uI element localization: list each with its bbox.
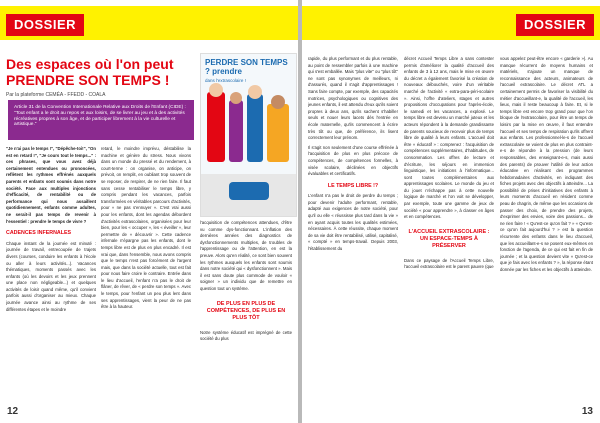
- callout-competences: DE PLUS EN PLUS DE COMPÉTENCES, DE PLUS EN PLUS TÔT: [206, 300, 286, 321]
- right-section-tab: DOSSIER: [516, 14, 594, 36]
- left-column-3: [200, 220, 292, 408]
- callout-extrascolaire: L'ACCUEIL EXTRASCOLAIRE : UN ESPACE-TEMPS À PRÉSERVER: [408, 228, 490, 249]
- cover-title: PERDRE SON TEMPS ? prendre: [205, 58, 288, 76]
- left-column-1: [6, 146, 96, 408]
- body-paragraph: Dans ce paysage de l'Accueil Temps Libre, l'accueil extrascolaire est le parent pauvre (que: [404, 257, 494, 270]
- body-paragraph: rapide, du plus performant et du plus rentable, au point de ressembler parfois à une machine qui s'est emballée. Mais "plus vite" ou "plus tôt" ne sont pas synonymes de meilleurs, ni d'assurés, quand il s'agit d'apprentissages ! Sans faire compte, par exemple, des capacités motrices, psychologiques ou cognitives des jeunes enfants, il est attendu d'eux qu'ils soient propres à deux ans, qu'ils sachent s'habiller seuls et nouer leurs lacets dès l'entrée en école maternelle, qu'ils commencent à écrire très tôt ou que, de préférence, ils lisent correctement leur prénom.: [308, 56, 398, 141]
- left-header: [0, 0, 298, 52]
- cide-article-box: Article 31 de la Convention Internationale Relative aux Droits de l'Enfant (CIDE) : "Tout enfant a le droit au repos et aux loisirs, de se livrer au jeu et à des activités récréatives propres à son âge, et de participer librement à la vie culturelle et artistique.": [8, 100, 194, 140]
- body-paragraph: Notre système éducatif est imprégné de cette société du plus: [200, 329, 292, 342]
- body-paragraph: vous appelez peut-être encore « garderie »). Au manque récurrent de moyens humains et matériels, s'ajoute un manque de reconnaissance des acteurs, animateurs de l'accueil extrascolaire. Le décret ATL a certainement permis de favoriser la visibilité du métier d'accueillant-e, la qualité de l'accueil, les lieux, mais il reste beaucoup à faire. Et, si le temps libre est encore trop grand pour que l'on bloque de l'extrascolaire, pour être un temps de loisirs par la mise en œuvre, il faut entendre l'accueil et ses temps de respiration qu'ils offrent aux enfants. Les professionnel-le-s de l'accueil extrascolaire se voient de plus en plus contraint-e-s de répondre à la pression (de leurs responsables, des enseignant-e-s, mais aussi des parents) de prouver l'utilité de leur action éducative en réalisant des programmes hebdomadaires d'activités, en indiquant des fiches projets avec des objectifs à atteindre... La possibilité de prises d'initiatives des enfants à leurs moments d'accueil en résident comme peau de chagrin, de même que les occasions de passer des choix, de prendre des projets, d'exprimer des envies, voire des passions... de ne rien faire ! « Qu'est-ce qu'on fait ? » « Qu'est-ce qu'on fait aujourd'hui ? » est la question récurrente des enfants dans le lieu d'accueil, que les accueillant-e-s se posent eux-mêmes en fonction de l'agenda, de ce qui est fait en fin de journée ; et la question devient vite « Qu'est-ce que je fais avec les enfants ? », la réponse étant donnée par les fiches et les objectifs à atteindre.: [500, 56, 593, 272]
- article-byline: Par la plateforme CEMÉA - FFEDD - COALA: [6, 92, 106, 98]
- right-column-3: [500, 56, 593, 408]
- left-column-2: [101, 146, 191, 408]
- body-paragraph: décret Accueil Temps Libre a sans contester permis d'améliorer la qualité d'accueil des enfants de 3 à 12 ans, mais le mise en œuvre du décret a également favorisé la création de nouveaux débouchés, voire d'un véritable marché de l'activité « extra-para-péri-scolaire ». Ainsi, l'offre d'ateliers, stages et autres propositions d'occupations pour l'après-école, le samedi et les vacances, a explosé. Le temps libre est devenu un marché juteux et les acteurs répondent à la demande grandissante de parents soucieux de recevoir plus de temps libre de qualité à leurs enfants. L'accueil doit être « éducatif » : comprenez : l'acquisition de compétences supplémentaires, d'habitudes, de consommation. Les offres de lecture et d'écriture, les séjours en immersion linguistique, les initiations à l'informatique... sont toutes complémentaires aux apprentissages scolaires. Le monde du jeu et du jouet n'échappe pas à cette nouvelle logique de marché et l'on voit se développer, par exemple, toute une gamme de jeux de société « pour apprendre », à classer en âges et en compétences.: [404, 56, 494, 220]
- left-page-number: 12: [7, 406, 19, 417]
- right-page-number: 13: [581, 406, 593, 417]
- left-page: [0, 0, 298, 423]
- body-paragraph: l'acquisition de compétences attendues, d'être vu comme dys-fonctionnant. L'inflation des dernières années des diagnostics de dysfonctionnements multiples, de troubles de l'apprentissage ou de l'attention, en est la preuve. Alors qu'en réalité, ce sont bien souvent les rythmes auxquels les enfants sont soumis dans notre société qui « dysfonctionnent ». Mais il est sans doute plus commode de vouloir « soigner » un individu que de remettre en question tout un système.: [200, 220, 292, 291]
- left-section-tab: DOSSIER: [6, 14, 84, 36]
- right-column-1: [308, 56, 398, 408]
- subheading-cadences: CADENCES INFERNALES: [6, 230, 72, 237]
- cover-subtitle: dans l'extrascolaire !: [205, 78, 246, 83]
- right-page: [302, 0, 600, 423]
- booklet-cover-image: [200, 53, 297, 217]
- body-paragraph: retard, le moindre imprévu, déstabilise la machine et génère du stress. Nous vivons dans un monde du pressé et du rendement, à court-terme : on organise, on anticipe, on prévoit, on remplit, en oubliant trop souvent de se reposer, de respirer, de ne rien faire. Il faut sans cesse rentabiliser le temps libre, y compris pendant les vacances, parfois transformées en véritables parcours d'activités, pour « ne pas s'ennuyer ». C'est vrai aussi pour les enfants, dont les agendas débordent d'activités extrascolaires, organisées pour leur bien, pour les « occuper », les « éveiller », leur permettre de « découvrir ». Cette cadence infernale n'épargne pas les enfants, dont le temps libre est de plus en plus encadré. Il est vrai que, dans l'ensemble, nous avons compris que le temps n'est pas forcément de l'argent mais, que dans la société actuelle, tout est fait pour nous faire croire le contraire. Entrée dans le lieu d'accueil, l'enfant n'a pas le droit de flâner, de rêver, de « perdre son temps ». Avec le temps, pour l'enfant un peu plus lent dans ses apprentissages, vient la peur de ne pas être à la hauteur.: [101, 146, 191, 310]
- body-paragraph: Il s'agit non seulement d'une course effrénée à l'acquisition de plus en plus précoce de compétences, de compétences formelles, à visée scolaire, déclinées en objectifs évaluables et certificatifs.: [308, 144, 398, 177]
- subheading-temps-libre: LE TEMPS LIBRE !?: [327, 182, 379, 189]
- body-paragraph: Chaque instant de la journée est minuté : journée de travail, entrecoupée de trajets divers (courses, conduire les enfants à l'école ou aller à leurs activités...). Vacances thématiques, moments passés avec les enfants (où les devoirs et les jeux prennent une place non négligeable...) et quelques activités de loisir quand même, qu'il convient parfois aussi d'organiser au mieux. Chaque journée avance ainsi au rythme de ses différentes étapes et le moindre: [6, 240, 96, 312]
- right-header: [302, 0, 600, 52]
- intro-paragraph: "Je n'ai pas le temps !", "Dépêche-toi!", "On est en retard !", "Je cours tout le temps..." : ces phrases, que vous avez déjà certainement entendues ou prononcées, reflètent les rythmes effrénés auxquels parents et enfants sont soumis dans notre société. Face aux multiples injonctions d'efficacité, de rentabilité ou de performance qui nous assaillent quotidiennement, enfants comme adultes, ne serait-il pas temps de revenir à l'essentiel : prendre le temps de vivre ?: [6, 146, 96, 224]
- right-column-2: [404, 56, 494, 408]
- article-title: Des espaces où l'on peut PRENDRE SON TEMPS !: [6, 56, 174, 88]
- body-paragraph: L'enfant n'a pas le droit de perdre du temps ; pour devenir l'adulte performant, rentable, adapté aux exigences de notre société, pour qu'il ou elle « réussisse plus tard dans la vie » en ayant acquis toutes les qualités estimées, nécessaires. À cette réussite, chaque moment de sa vie doit être rentabilisé, utilisé, capitalisé, « compté » en temps-travail. Depuis 2003, l'établissement du: [308, 193, 398, 252]
